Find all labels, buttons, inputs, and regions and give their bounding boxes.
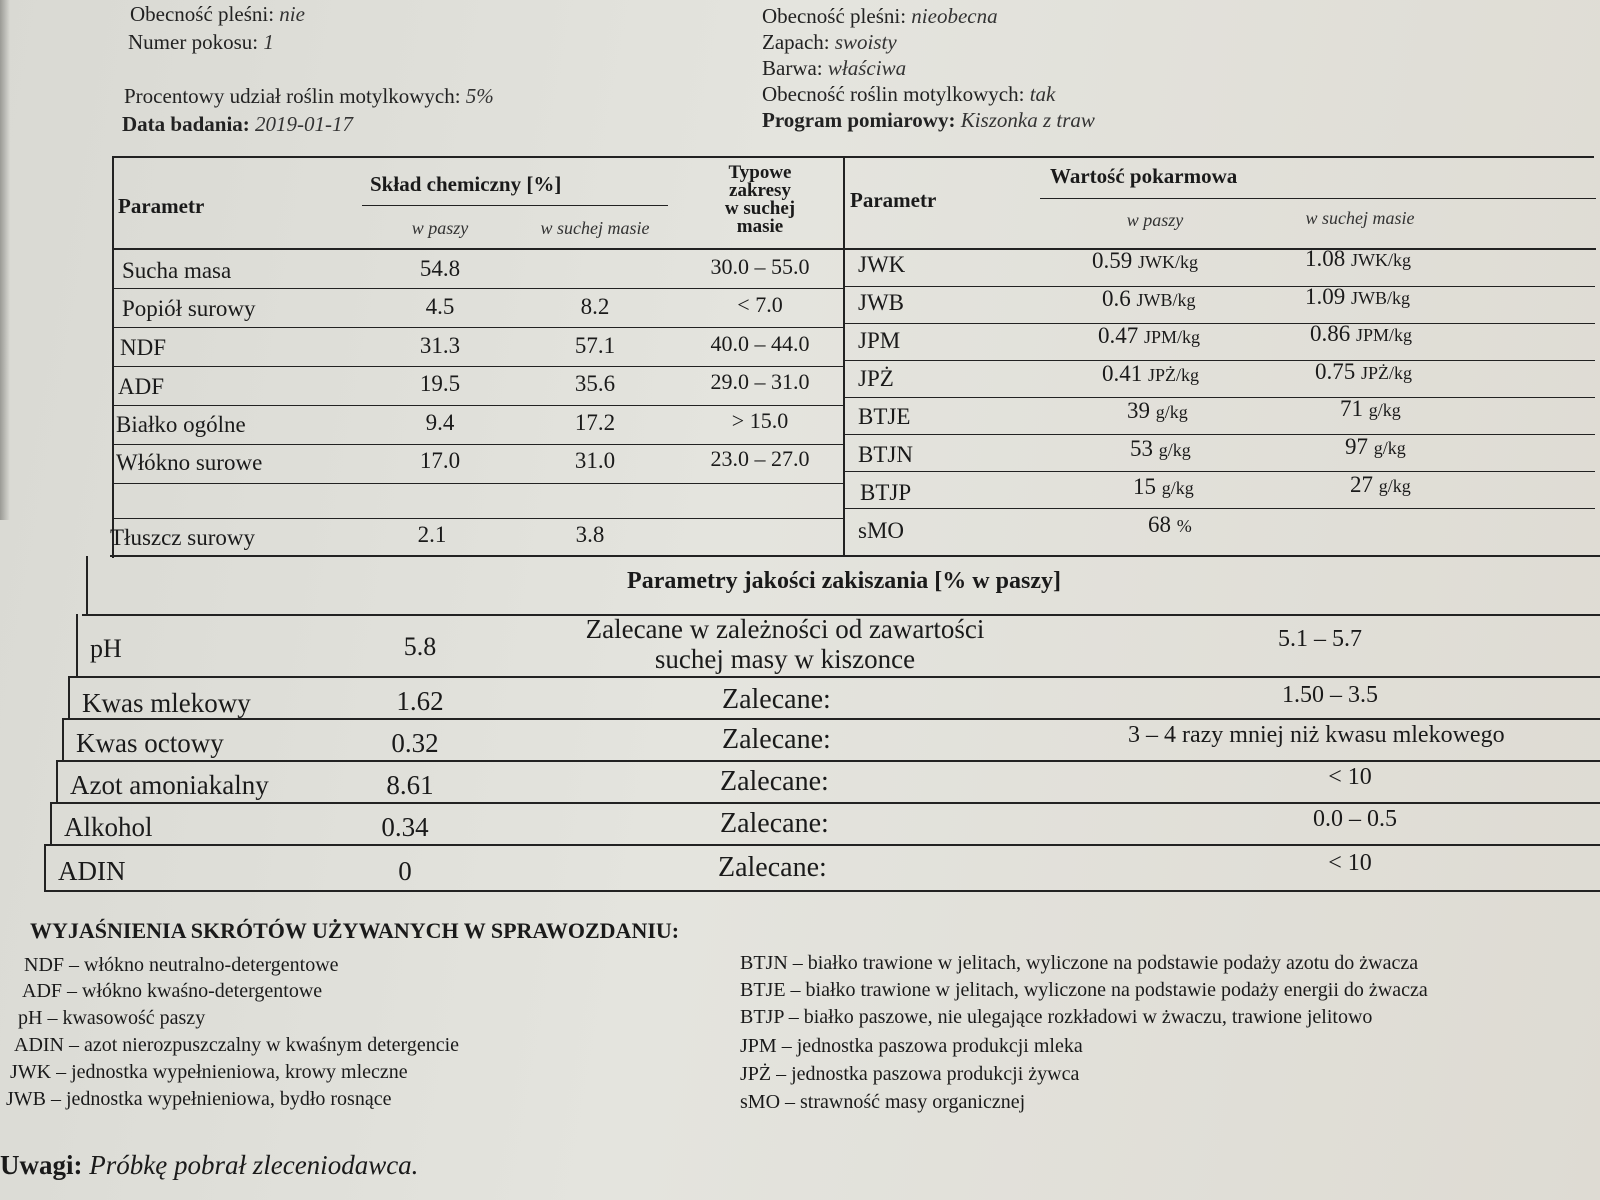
unit: g/kg [1158,440,1191,460]
recommended-label: Zalecane: [722,684,831,715]
value-dm: 17.2 [574,410,616,435]
lower-left-border [50,802,52,846]
value: 5.8 [403,632,437,661]
unit: g/kg [1378,476,1411,496]
row-sep [114,288,844,289]
legend-item: BTJP – białko paszowe, nie ulegające rozkładowi w żwaczu, trawione jelitowo [740,1006,1373,1028]
legend-item: pH – kwasowość paszy [18,1007,206,1029]
value: 1.62 [396,686,444,716]
recommended-label: Zalecane: [718,852,827,883]
nutri-param-header: Parametr [850,188,937,212]
param-name: Białko ogólne [116,412,246,437]
legend-item: ADIN – azot nierozpuszczalny w kwaśnym detergencie [14,1034,460,1056]
legume-percentage [124,84,494,109]
label: Data badania: [122,112,250,136]
nutri-group-header: Wartość pokarmowa [1050,164,1238,188]
chem-group-underline [362,205,668,206]
value-feed [1133,474,1194,500]
recommended-range: 5.1 – 5.7 [1278,626,1362,652]
param-name: Sucha masa [122,258,232,283]
legend-item: BTJN – białko trawione w jelitach, wyliczone na podstawie podaży azotu do żwacza [740,952,1419,974]
row-sep [845,397,1595,398]
chem-sub-dm: w suchej masie [540,218,650,238]
value: 0.75 [1315,359,1356,384]
value: nieobecna [911,4,998,28]
remarks [0,1150,418,1181]
value-feed: 17.0 [419,448,461,473]
row-sep [845,434,1595,435]
param-name: BTJP [860,480,912,505]
recommendation-line-2: suchej masy w kiszonce [654,644,916,674]
row-sep [845,471,1595,472]
row-sep [64,718,1600,720]
legend-item: sMO – strawność masy organicznej [740,1091,1026,1113]
value: 1 [263,30,274,54]
page-edge-shadow [0,0,10,520]
lower-table-bottom [44,890,1600,892]
value: 0.59 [1092,248,1133,273]
recommended-label: Zalecane: [722,724,831,755]
value-feed [1092,248,1198,274]
param-name: BTJE [858,404,911,429]
value-dm: 35.6 [574,371,616,396]
unit: % [1176,516,1192,536]
legend-item: NDF – włókno neutralno-detergentowe [24,954,339,976]
param-name: JPM [858,328,901,353]
row-sep [845,360,1595,361]
recommended-range: 0.0 – 0.5 [1313,806,1397,832]
recommended-range: 1.50 – 3.5 [1282,682,1378,708]
typical-header-line: zakresy [729,180,791,201]
row-sep [70,676,1600,678]
row-sep [114,405,844,406]
legend-item: JPŻ – jednostka paszowa produkcji żywca [740,1063,1080,1085]
value-feed [1130,436,1191,462]
param-name: Popiół surowy [122,296,256,321]
value: swoisty [834,30,897,54]
typical-range: < 7.0 [737,292,783,317]
value: 0.32 [391,728,439,758]
value-feed: 19.5 [419,371,461,396]
label: Obecność pleśni: [130,2,275,26]
lower-left-border [56,760,58,804]
value-dm: 31.0 [574,448,616,473]
legend-item: JWK – jednostka wypełnieniowa, krowy mleczne [10,1061,408,1083]
value: 15 [1133,474,1156,499]
value-feed: 4.5 [425,294,455,319]
value: 1.09 [1305,284,1346,309]
typical-range: 30.0 – 55.0 [710,254,810,279]
typical-ranges-header [700,164,820,236]
unit: JPM/kg [1144,327,1201,347]
unit: g/kg [1155,402,1188,422]
table-top-border [114,156,1594,158]
recommended-range: 3 – 4 razy mniej niż kwasu mlekowego [1128,722,1505,748]
typical-header-line: Typowe [728,162,792,183]
value: 0.41 [1102,361,1143,386]
row-sep [845,508,1595,509]
row-sep [58,760,1600,762]
row-sep [845,323,1595,324]
recommended-label: Zalecane: [720,766,829,797]
row-sep [114,444,844,445]
param-name: NDF [120,335,167,360]
remarks-text: Próbkę pobrał zleceniodawca. [89,1150,419,1180]
value: 0.34 [381,812,429,842]
chem-sub-feed: w paszy [411,218,469,238]
value-dm: 57.1 [574,333,616,358]
unit: JPM/kg [1356,325,1413,345]
nutri-sub-dm: w suchej masie [1305,208,1415,228]
param-name: JPŻ [858,366,894,391]
value-feed [1098,323,1200,349]
chem-group-header: Skład chemiczny [%] [370,172,562,196]
table-middle-border [843,156,845,556]
value: 53 [1130,436,1153,461]
unit: JWB/kg [1136,290,1196,310]
label: Program pomiarowy: [762,108,956,132]
param-name: JWK [858,252,906,277]
label: Numer pokosu: [128,30,259,54]
param-name: Kwas octowy [76,728,224,758]
value: 0.47 [1098,323,1139,348]
value-dm: 3.8 [575,522,605,547]
mould-right [762,4,998,29]
value-feed: 54.8 [419,256,461,281]
value: 8.61 [386,770,434,800]
param-name: Kwas mlekowy [82,688,251,718]
value: 2019-01-17 [255,112,354,136]
mould-left [130,2,305,27]
unit: g/kg [1368,400,1401,420]
recommended-range: < 10 [1328,850,1372,876]
value-dm [1305,284,1410,310]
typical-range: 29.0 – 31.0 [710,369,810,394]
value: 68 [1148,512,1171,537]
label: Zapach: [762,30,830,54]
param-name: Tłuszcz surowy [110,525,255,550]
value: 0.86 [1310,321,1351,346]
param-name: ADIN [58,856,126,886]
label: Procentowy udział roślin motylkowych: [124,84,461,108]
value: 71 [1340,396,1363,421]
row-sep [114,366,844,367]
typical-header-line: masie [736,216,784,237]
recommended-range: < 10 [1328,764,1372,790]
upper-table-bottom [110,555,1600,557]
value: 39 [1127,398,1150,423]
param-name: ADF [118,374,165,399]
value: 5% [465,84,494,108]
value-dm [1345,434,1406,460]
value-feed: 2.1 [417,522,447,547]
cut-number [128,30,274,55]
lower-left-border [62,718,64,762]
legend-item: ADF – włókno kwaśno-detergentowe [22,980,323,1002]
value: nie [279,2,305,26]
typical-header-line: w suchej [724,198,796,219]
remarks-label: Uwagi: [0,1150,83,1180]
lower-left-border [76,614,78,678]
legend-item: JPM – jednostka paszowa produkcji mleka [740,1035,1083,1057]
legume-presence [762,82,1055,107]
value-dm: 8.2 [580,294,610,319]
unit: JWK/kg [1138,252,1198,272]
value-feed: 9.4 [425,410,455,435]
nutri-group-underline [1040,198,1596,199]
row-sep [114,483,844,484]
row-sep [845,286,1595,287]
legend-item: BTJE – białko trawione w jelitach, wyliczone na podstawie podaży energii do żwacza [740,979,1428,1001]
color [762,56,906,81]
ensiling-section-header: Parametry jakości zakiszania [% w paszy] [627,568,1061,594]
unit: JPŻ/kg [1361,363,1413,383]
typical-range: 40.0 – 44.0 [710,331,810,356]
param-name: pH [90,634,122,663]
typical-range: 23.0 – 27.0 [710,446,810,471]
param-name: sMO [858,518,905,543]
value: 0.6 [1102,286,1131,311]
row-sep [114,518,844,519]
value-feed [1148,512,1192,538]
param-name: BTJN [858,442,913,467]
nutri-sub-feed: w paszy [1126,210,1184,230]
smell [762,30,897,55]
unit: g/kg [1373,438,1406,458]
value: 27 [1350,472,1373,497]
value-feed [1102,361,1199,387]
recommended-label: Zalecane: [720,808,829,839]
lower-left-border [68,676,70,720]
unit: JWB/kg [1351,288,1411,308]
label: Barwa: [762,56,823,80]
row-sep [46,844,1600,846]
value-dm [1350,472,1411,498]
value-dm [1305,246,1411,272]
value: 97 [1345,434,1368,459]
value-feed: 31.3 [419,333,461,358]
value-dm [1310,321,1412,347]
legend-title: WYJAŚNIENIA SKRÓTÓW UŻYWANYCH W SPRAWOZDANIU: [30,918,680,943]
param-name: Włókno surowe [116,450,263,475]
value: 0 [398,856,412,886]
chem-param-header: Parametr [118,194,205,218]
recommendation-line-1: Zalecane w zależności od zawartości [585,614,985,644]
value: Kiszonka z traw [960,108,1095,132]
param-name: JWB [858,290,904,315]
value: tak [1029,82,1056,106]
legend-item: JWB – jednostka wypełnieniowa, bydło rosnące [6,1088,392,1110]
param-name: Azot amoniakalny [70,770,269,800]
value: właściwa [827,56,907,80]
test-date [122,112,353,137]
value-dm [1315,359,1412,385]
value-dm [1340,396,1401,422]
value-feed [1102,286,1196,312]
unit: g/kg [1161,478,1194,498]
value: 1.08 [1305,246,1346,271]
lower-left-border [44,844,46,892]
label: Obecność roślin motylkowych: [762,82,1025,106]
row-sep [52,802,1600,804]
unit: JPŻ/kg [1148,365,1200,385]
typical-range: > 15.0 [731,408,789,433]
value-feed [1127,398,1188,424]
param-name: Alkohol [64,812,153,842]
unit: JWK/kg [1351,250,1411,270]
label: Obecność pleśni: [762,4,907,28]
row-sep [114,327,844,328]
table-left-border [112,156,114,558]
measurement-program [762,108,1095,133]
